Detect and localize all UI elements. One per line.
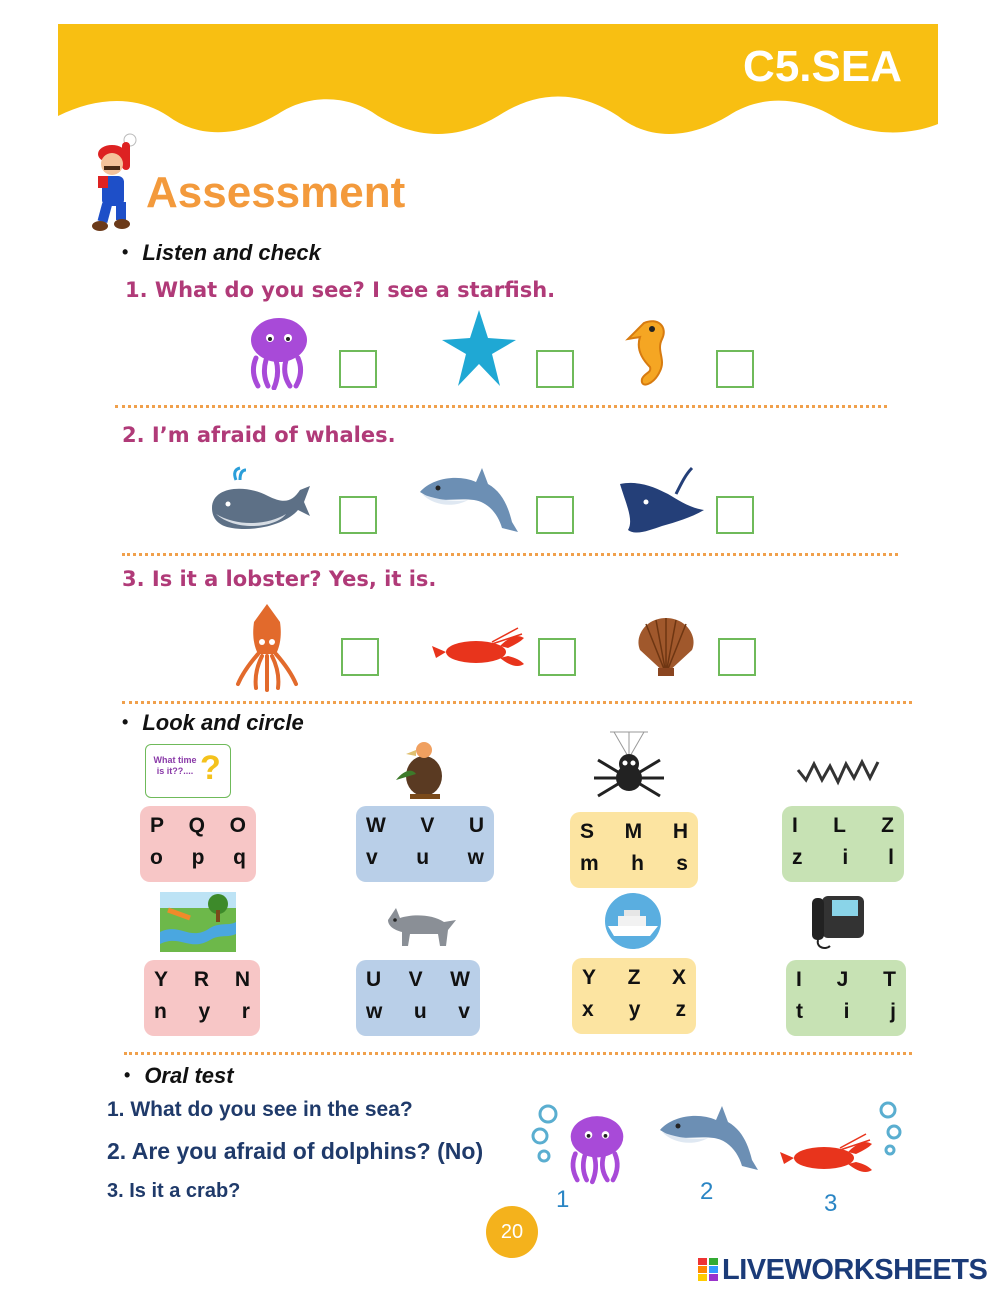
jellyfish-picture [246,316,312,390]
letter[interactable]: R [193,968,209,991]
yacht-picture [600,892,666,950]
letter[interactable]: Z [881,814,894,837]
letter[interactable]: J [836,968,849,991]
letter[interactable]: Z [627,966,641,989]
checkbox-q2-dolphin[interactable] [536,496,574,534]
section-oral-test: • Oral test [124,1063,234,1089]
letter[interactable]: W [450,968,470,991]
whale-picture [206,466,312,536]
letter[interactable]: y [628,998,641,1021]
letter-card-wolf [356,960,480,1036]
oral-number-2: 2 [700,1178,714,1205]
letter[interactable]: X [671,966,686,989]
listen-question-2: 2. I’m afraid of whales. [122,423,396,447]
lobster-picture-oral [778,1132,874,1180]
oral-question-2: 2. Are you afraid of dolphins? (No) [107,1138,484,1164]
section-look-and-circle: • Look and circle [122,710,304,736]
oral-number-3: 3 [824,1190,838,1217]
divider [122,553,898,556]
letter-card-spider [570,812,698,888]
jellyfish-picture-oral [566,1112,628,1186]
checkbox-q1-seahorse[interactable] [716,350,754,388]
letter[interactable]: u [413,1000,427,1023]
letter[interactable]: s [676,852,688,875]
letter[interactable]: u [416,846,430,869]
letter[interactable]: T [883,968,896,991]
letter-card-river [144,960,260,1036]
wolf-picture [382,900,458,952]
lobster-picture [430,626,526,674]
question-mark-icon: ? [200,749,221,787]
letter[interactable]: p [191,846,205,869]
squid-picture [234,602,300,692]
letter[interactable]: y [198,1000,211,1023]
letter[interactable]: o [150,846,163,869]
letter[interactable]: w [366,1000,383,1023]
brand-text: LIVEWORKSHEETS [722,1254,988,1286]
letter[interactable]: O [229,814,246,837]
vulture-picture [392,734,454,802]
letter[interactable]: i [843,1000,850,1023]
letter-card-zigzag [782,806,904,882]
stingray-picture [616,464,708,540]
letter-card-telephone [786,960,906,1036]
letter-card-vulture [356,806,494,882]
zigzag-picture [796,756,880,786]
letter[interactable]: L [833,814,846,837]
letter[interactable]: V [408,968,423,991]
letter[interactable]: w [467,846,484,869]
letter[interactable]: Q [188,814,205,837]
checkbox-q3-shell[interactable] [718,638,756,676]
letter[interactable]: n [154,1000,167,1023]
seahorse-picture [622,315,678,393]
checkbox-q2-whale[interactable] [339,496,377,534]
page-number: 20 [486,1206,538,1258]
bubbles-icon [528,1102,568,1166]
letter[interactable]: l [888,846,894,869]
letter[interactable]: h [631,852,644,875]
checkbox-q3-squid[interactable] [341,638,379,676]
bubbles-icon [874,1100,908,1160]
letter[interactable]: t [796,1000,803,1023]
letter[interactable]: W [366,814,386,837]
telephone-picture [806,890,868,954]
assessment-heading: Assessment [146,168,406,217]
letter[interactable]: z [792,846,803,869]
dolphin-picture-oral [658,1100,758,1174]
river-picture [160,892,236,952]
liveworksheets-icon [698,1258,718,1282]
letter[interactable]: S [580,820,595,843]
letter[interactable]: m [580,852,599,875]
letter[interactable]: v [458,1000,470,1023]
checkbox-q2-stingray[interactable] [716,496,754,534]
letter[interactable]: q [233,846,246,869]
letter[interactable]: N [234,968,250,991]
oral-question-3: 3. Is it a crab? [107,1180,241,1202]
dolphin-picture [418,462,518,536]
section-listen-and-check: • Listen and check [122,240,321,266]
letter-card-yacht [572,958,696,1034]
letter[interactable]: U [366,968,382,991]
letter[interactable]: r [241,1000,250,1023]
letter[interactable]: x [582,998,594,1021]
letter[interactable]: z [675,998,686,1021]
letter[interactable]: U [468,814,484,837]
unit-title: C5.SEA [743,42,902,91]
checkbox-q3-lobster[interactable] [538,638,576,676]
letter[interactable]: Y [154,968,169,991]
starfish-picture [440,308,518,388]
oral-number-1: 1 [556,1186,570,1213]
divider [124,1052,912,1055]
checkbox-q1-jellyfish[interactable] [339,350,377,388]
liveworksheets-logo[interactable] [698,1254,987,1287]
letter[interactable]: j [890,1000,896,1023]
letter[interactable]: I [792,814,798,837]
letter[interactable]: P [150,814,165,837]
spider-picture [590,728,668,800]
listen-question-1: 1. What do you see? I see a starfish. [125,278,556,302]
letter[interactable]: H [672,820,688,843]
letter[interactable]: i [842,846,849,869]
shell-picture [632,614,700,678]
letter[interactable]: I [796,968,802,991]
oral-question-1: 1. What do you see in the sea? [107,1098,413,1121]
letter-card-clock [140,806,256,882]
letter[interactable]: Y [582,966,597,989]
divider [115,405,887,408]
letter[interactable]: v [366,846,378,869]
mario-character-image [92,132,142,232]
listen-question-3: 3. Is it a lobster? Yes, it is. [122,567,437,591]
divider [122,701,912,704]
letter[interactable]: V [420,814,435,837]
clock-picture [145,744,231,798]
checkbox-q1-starfish[interactable] [536,350,574,388]
letter[interactable]: M [624,820,643,843]
clock-note-text: What time is it??.... [153,755,197,776]
